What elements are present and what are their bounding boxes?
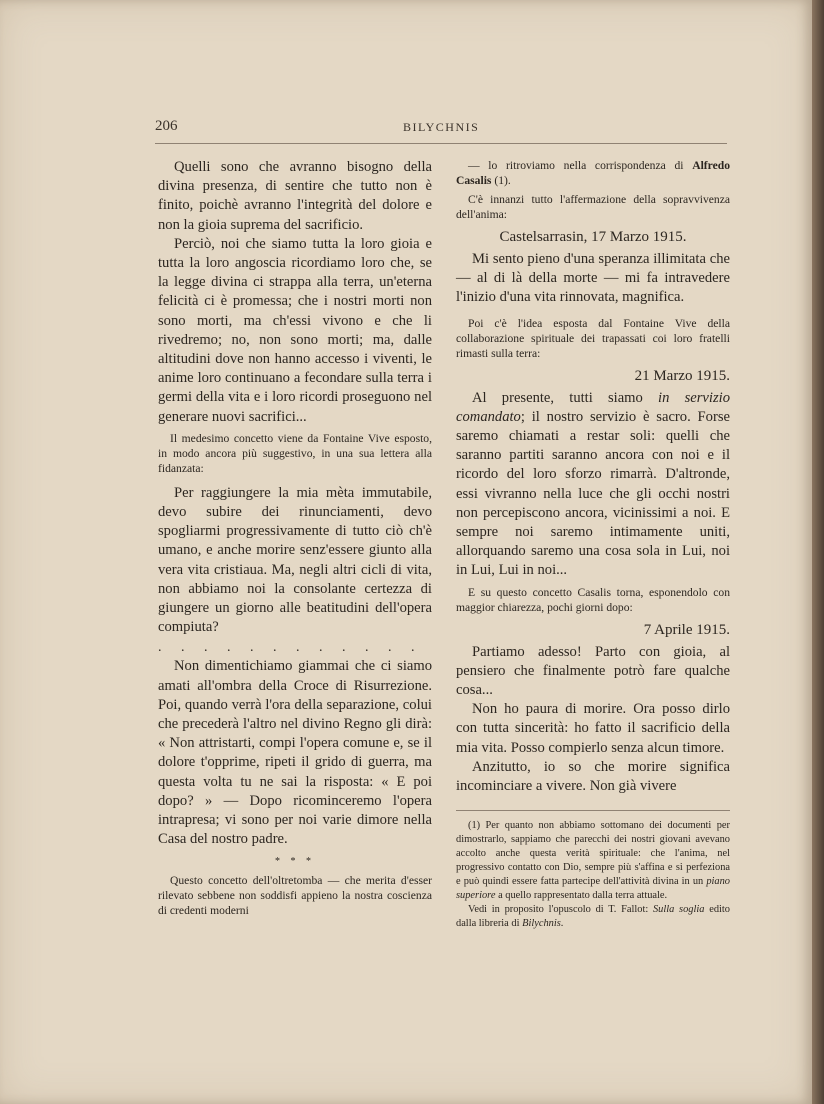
paragraph-small: C'è innanzi tutto l'affermazione della sopravvivenza dell'anima: <box>456 193 730 221</box>
quoted-letter: Non ho paura di morire. Ora posso dirlo con tutta sincerità: ho fatto il sacrificio della mia vita. Posso compierlo senza alcun timore. <box>456 701 730 756</box>
page-number: 206 <box>155 118 178 134</box>
text: a quello rappresentato dalla terra attuale. <box>498 890 668 902</box>
footnote-ref: (1). <box>494 174 511 187</box>
paragraph: Quelli sono che avranno bisogno della divina presenza, di sentire che tutto non è finito, poichè avranno l'integrità del dolore e non la gioia suprema del sacrificio. <box>158 159 432 233</box>
section-break: * * * <box>275 855 315 867</box>
dateline: 21 Marzo 1915. <box>634 367 730 384</box>
ellipsis-dots: . . . . . . . . . . . . <box>158 640 423 656</box>
quoted-letter: Anzitutto, io so che morire significa incominciare a vivere. Non già vivere <box>456 758 730 795</box>
left-column <box>158 158 432 922</box>
journal-title: BILYCHNIS <box>403 120 480 134</box>
quoted-letter <box>456 389 730 581</box>
paragraph-small: Il medesimo concetto viene da Fontaine Vive esposto, in modo ancora più suggestivo, in una sua lettera alla fidanzata: <box>158 431 432 475</box>
paragraph-small: Poi c'è l'idea esposta dal Fontaine Vive della collaborazione spirituale dei trapassati coi loro fratelli rimasti sulla terra: <box>456 316 730 360</box>
quoted-letter: Mi sento pieno d'una speranza illimitata che — al di là della morte — mi fa intravedere l'inizio d'una vita rinnovata, magnifica. <box>456 251 730 306</box>
header-rule <box>155 143 727 144</box>
text: ; il nostro servizio è sacro. Forse saremo chiamati a restar soli: quelli che saranno partiti saranno ancora con noi e il ricordo del loro sforzo rimarrà. D'altronde, essi vivranno nella luce che gli occhi nostri non percepiscono ancora, vicinissimi a noi. E sempre noi saremo intimamente uniti, allorquando saremo una cosa sola in Lui, noi in Lui, Lui in noi... <box>456 408 730 579</box>
dateline: Castelsarrasin, 17 Marzo 1915. <box>499 229 687 245</box>
paragraph: Perciò, noi che siamo tutta la loro gioia e tutta la loro angoscia ricordiamo loro che, se la legge divina ci strappa alla terra, un'eterna felicità ci è promessa; che i nostri morti non sono morti, ma ch'essi vivono e che li rivedremo; no, non sono morti; ma, dalle altitudini dove non hanno accesso i viventi, le anime loro continuano a fecondare sulla terra i germi della vita e i loro ricordi proseguono nel generare nuovi sacrifici... <box>158 235 432 425</box>
footnote-rule <box>456 810 730 811</box>
text: edito dalla libreria di <box>456 904 730 930</box>
footnote <box>456 903 730 931</box>
paragraph-small <box>456 158 730 188</box>
quoted-letter: Per raggiungere la mia mèta immutabile, devo subire dei rinunciamenti, devo spogliarmi progressivamente di tutto ciò ch'è umano, e anche morire senz'essere giunto alla vera vita cristiaua. Ma, negli altri cicli di vita, non abbiamo noi la consolante certezza di giungere un giorno alle beatitudini dell'opera compiuta? <box>158 484 432 636</box>
quoted-letter: Partiamo adesso! Parto con gioia, al pensiero che finalmente potrò fare qualche cosa... <box>456 643 730 699</box>
italic-phrase: Sulla soglia <box>652 904 705 916</box>
quoted-letter: Non dimentichiamo giammai che ci siamo amati all'ombra della Croce di Risurrezione. Poi, quando verrà l'ora della separazione, colui che precederà l'altro nel divino Regno gli dirà: « Non attristarti, compi l'opera comune e, se il dolore t'opprime, ripeti il grido di guerra, ma questa volta tu ne sai la risposta: « E poi dopo? » — Dopo ricominceremo l'opera intrapresa; vi sono per noi varie dimore nella Casa del nostro padre. <box>158 658 432 848</box>
name-emphasis: Alfredo Casalis <box>456 159 730 187</box>
italic-phrase: Bilychnis <box>522 918 561 930</box>
text: Al presente, tutti siamo <box>472 389 643 406</box>
text: (1) Per quanto non abbiamo sottomano dei documenti per dimostrarlo, sappiamo che parecchi dei nostri giovani avevano accolto anche questa verità spirituale: che l'anima, nel progressivo contatto con Dio, sempre più s'affina e si perfeziona e può quindi essere fatta partecipe dell'attività divina in un <box>456 820 730 888</box>
right-column <box>456 158 730 931</box>
footnote <box>456 819 730 903</box>
running-head <box>155 118 735 140</box>
italic-phrase: piano superiore <box>456 876 730 902</box>
page-edge <box>812 0 824 1104</box>
dateline: 7 Aprile 1915. <box>643 621 730 638</box>
text: Vedi in proposito l'opuscolo di T. Fallot: <box>468 904 649 916</box>
text: — lo ritroviamo nella corrispondenza di <box>468 159 684 172</box>
paragraph-small: Questo concetto dell'oltretomba — che merita d'esser rilevato sebbene non soddisfi appieno la nostra coscienza di credenti moderni <box>158 873 432 917</box>
paragraph-small: E su questo concetto Casalis torna, esponendolo con maggior chiarezza, pochi giorni dopo: <box>456 585 730 614</box>
text: . <box>560 918 564 930</box>
italic-phrase: in servizio comandato <box>456 389 730 425</box>
